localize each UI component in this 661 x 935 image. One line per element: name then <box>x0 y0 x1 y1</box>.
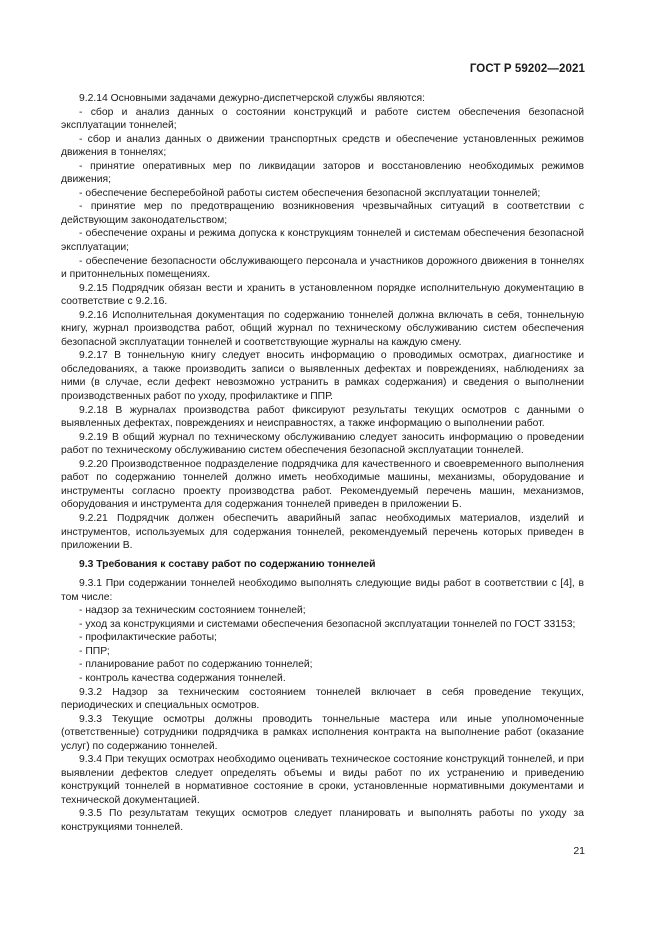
list-item: - уход за конструкциями и системами обеспечения безопасной эксплуатации тоннелей по ГОСТ 33153; <box>79 618 576 630</box>
list-item: - планирование работ по содержанию тоннелей; <box>79 659 313 671</box>
paragraph-9-2-21: 9.2.21 Подрядчик должен обеспечить аварийный запас необходимых материалов, изделий и инструментов, используемых для содержания тоннелей, рекомендуемый перечень которых приведен в приложении В. <box>61 512 584 552</box>
paragraph-9-2-15: 9.2.15 Подрядчик обязан вести и хранить в установленном порядке исполнительную документацию в соответствие с 9.2.16. <box>61 282 584 308</box>
section-heading-9-3: 9.3 Требования к составу работ по содержанию тоннелей <box>79 558 376 570</box>
paragraph-9-2-19: 9.2.19 В общий журнал по техническому обслуживанию следует заносить информацию о проведении работ по техническому обслуживанию систем обеспечения безопасной эксплуатации тоннелей. <box>61 431 584 457</box>
paragraph-9-2-16: 9.2.16 Исполнительная документация по содержанию тоннелей должна включать в себя, тоннельную книгу, журнал производства работ, общий журнал по техническому обслуживанию систем обеспечения безопасной эксплуатации тоннелей и соответствующие журналы на каждую смену. <box>61 309 584 348</box>
list-item: - обеспечение безопасности обслуживающего персонала и участников дорожного движения в тоннелях и притоннельных помещениях. <box>61 255 584 281</box>
list-item: - обеспечение охраны и режима допуска к конструкциям тоннелей и системам обеспечения безопасной эксплуатации; <box>61 228 584 254</box>
list-item: - ППР; <box>79 645 110 657</box>
paragraph-9-3-5: 9.3.5 По результатам текущих осмотров следует планировать и выполнять работы по уходу за конструкциями тоннелей. <box>61 808 584 833</box>
paragraph-9-2-18: 9.2.18 В журналах производства работ фиксируют результаты текущих осмотров с данными о выявленных дефектах, повреждениях и неисправностях, а также информацию о выполнении работ. <box>61 404 584 430</box>
list-item: - принятие мер по предотвращению возникновения чрезвычайных ситуаций в соответствии с действующим законодательством; <box>61 201 584 226</box>
document-body <box>61 92 584 835</box>
list-item: - сбор и анализ данных о движении транспортных средств и обеспечение установленных режимов движения в тоннелях; <box>61 133 584 159</box>
paragraph-9-2-17: 9.2.17 В тоннельную книгу следует вносить информацию о проводимых осмотрах, диагностике и обследованиях, а также производить записи о выявленных дефектах и повреждениях, наблюдениях за ними (в случае, если дефект невозможно устранить в рамках содержания) и сведения о выполнении производственных работ по уходу, профилактике и ППР. <box>61 350 584 403</box>
list-item: - надзор за техническим состоянием тоннелей; <box>79 605 306 617</box>
paragraph-9-2-14: 9.2.14 Основными задачами дежурно-диспетчерской службы являются: <box>79 93 426 104</box>
list-item: - принятие оперативных мер по ликвидации заторов и восстановлению необходимых режимов движения; <box>61 160 584 186</box>
list-item: - профилактические работы; <box>79 632 217 644</box>
list-item: - сбор и анализ данных о состоянии конструкций и работе систем обеспечения безопасной эксплуатации тоннелей; <box>61 106 584 132</box>
document-header-code: ГОСТ Р 59202—2021 <box>469 63 585 75</box>
paragraph-9-2-20: 9.2.20 Производственное подразделение подрядчика для качественного и своевременного выполнения работ по содержанию тоннелей должно иметь необходимые машины, механизмы, оборудование и инструменты согласно проекту производства работ. Рекомендуемый перечень машин, механизмов, оборудования и инструмента для содержания тоннелей приведен в приложении Б. <box>61 458 584 511</box>
list-item: - обеспечение бесперебойной работы систем обеспечения безопасной эксплуатации тоннелей; <box>79 187 541 199</box>
list-item: - контроль качества содержания тоннелей. <box>79 672 286 684</box>
paragraph-9-3-2: 9.3.2 Надзор за техническим состоянием тоннелей включает в себя проведение текущих, периодических и специальных осмотров. <box>61 686 584 712</box>
paragraph-9-3-1: 9.3.1 При содержании тоннелей необходимо выполнять следующие виды работ в соответствии с [4], в том числе: <box>61 578 584 603</box>
paragraph-9-3-3: 9.3.3 Текущие осмотры должны проводить тоннельные мастера или иные уполномоченные (ответственные) сотрудники подрядчика в рамках исполнения контракта на выполнение работ (оказание услуг) по содержанию тоннелей. <box>61 713 584 752</box>
page-number: 21 <box>573 845 585 857</box>
paragraph-9-3-4: 9.3.4 При текущих осмотрах необходимо оценивать техническое состояние конструкций тоннелей, и при выявлении дефектов следует определять объемы и виды работ по их устранению и приведению конструкций тоннелей в нормативное состояние в сроки, установленные нормативными документами и технической документацией. <box>61 754 584 806</box>
